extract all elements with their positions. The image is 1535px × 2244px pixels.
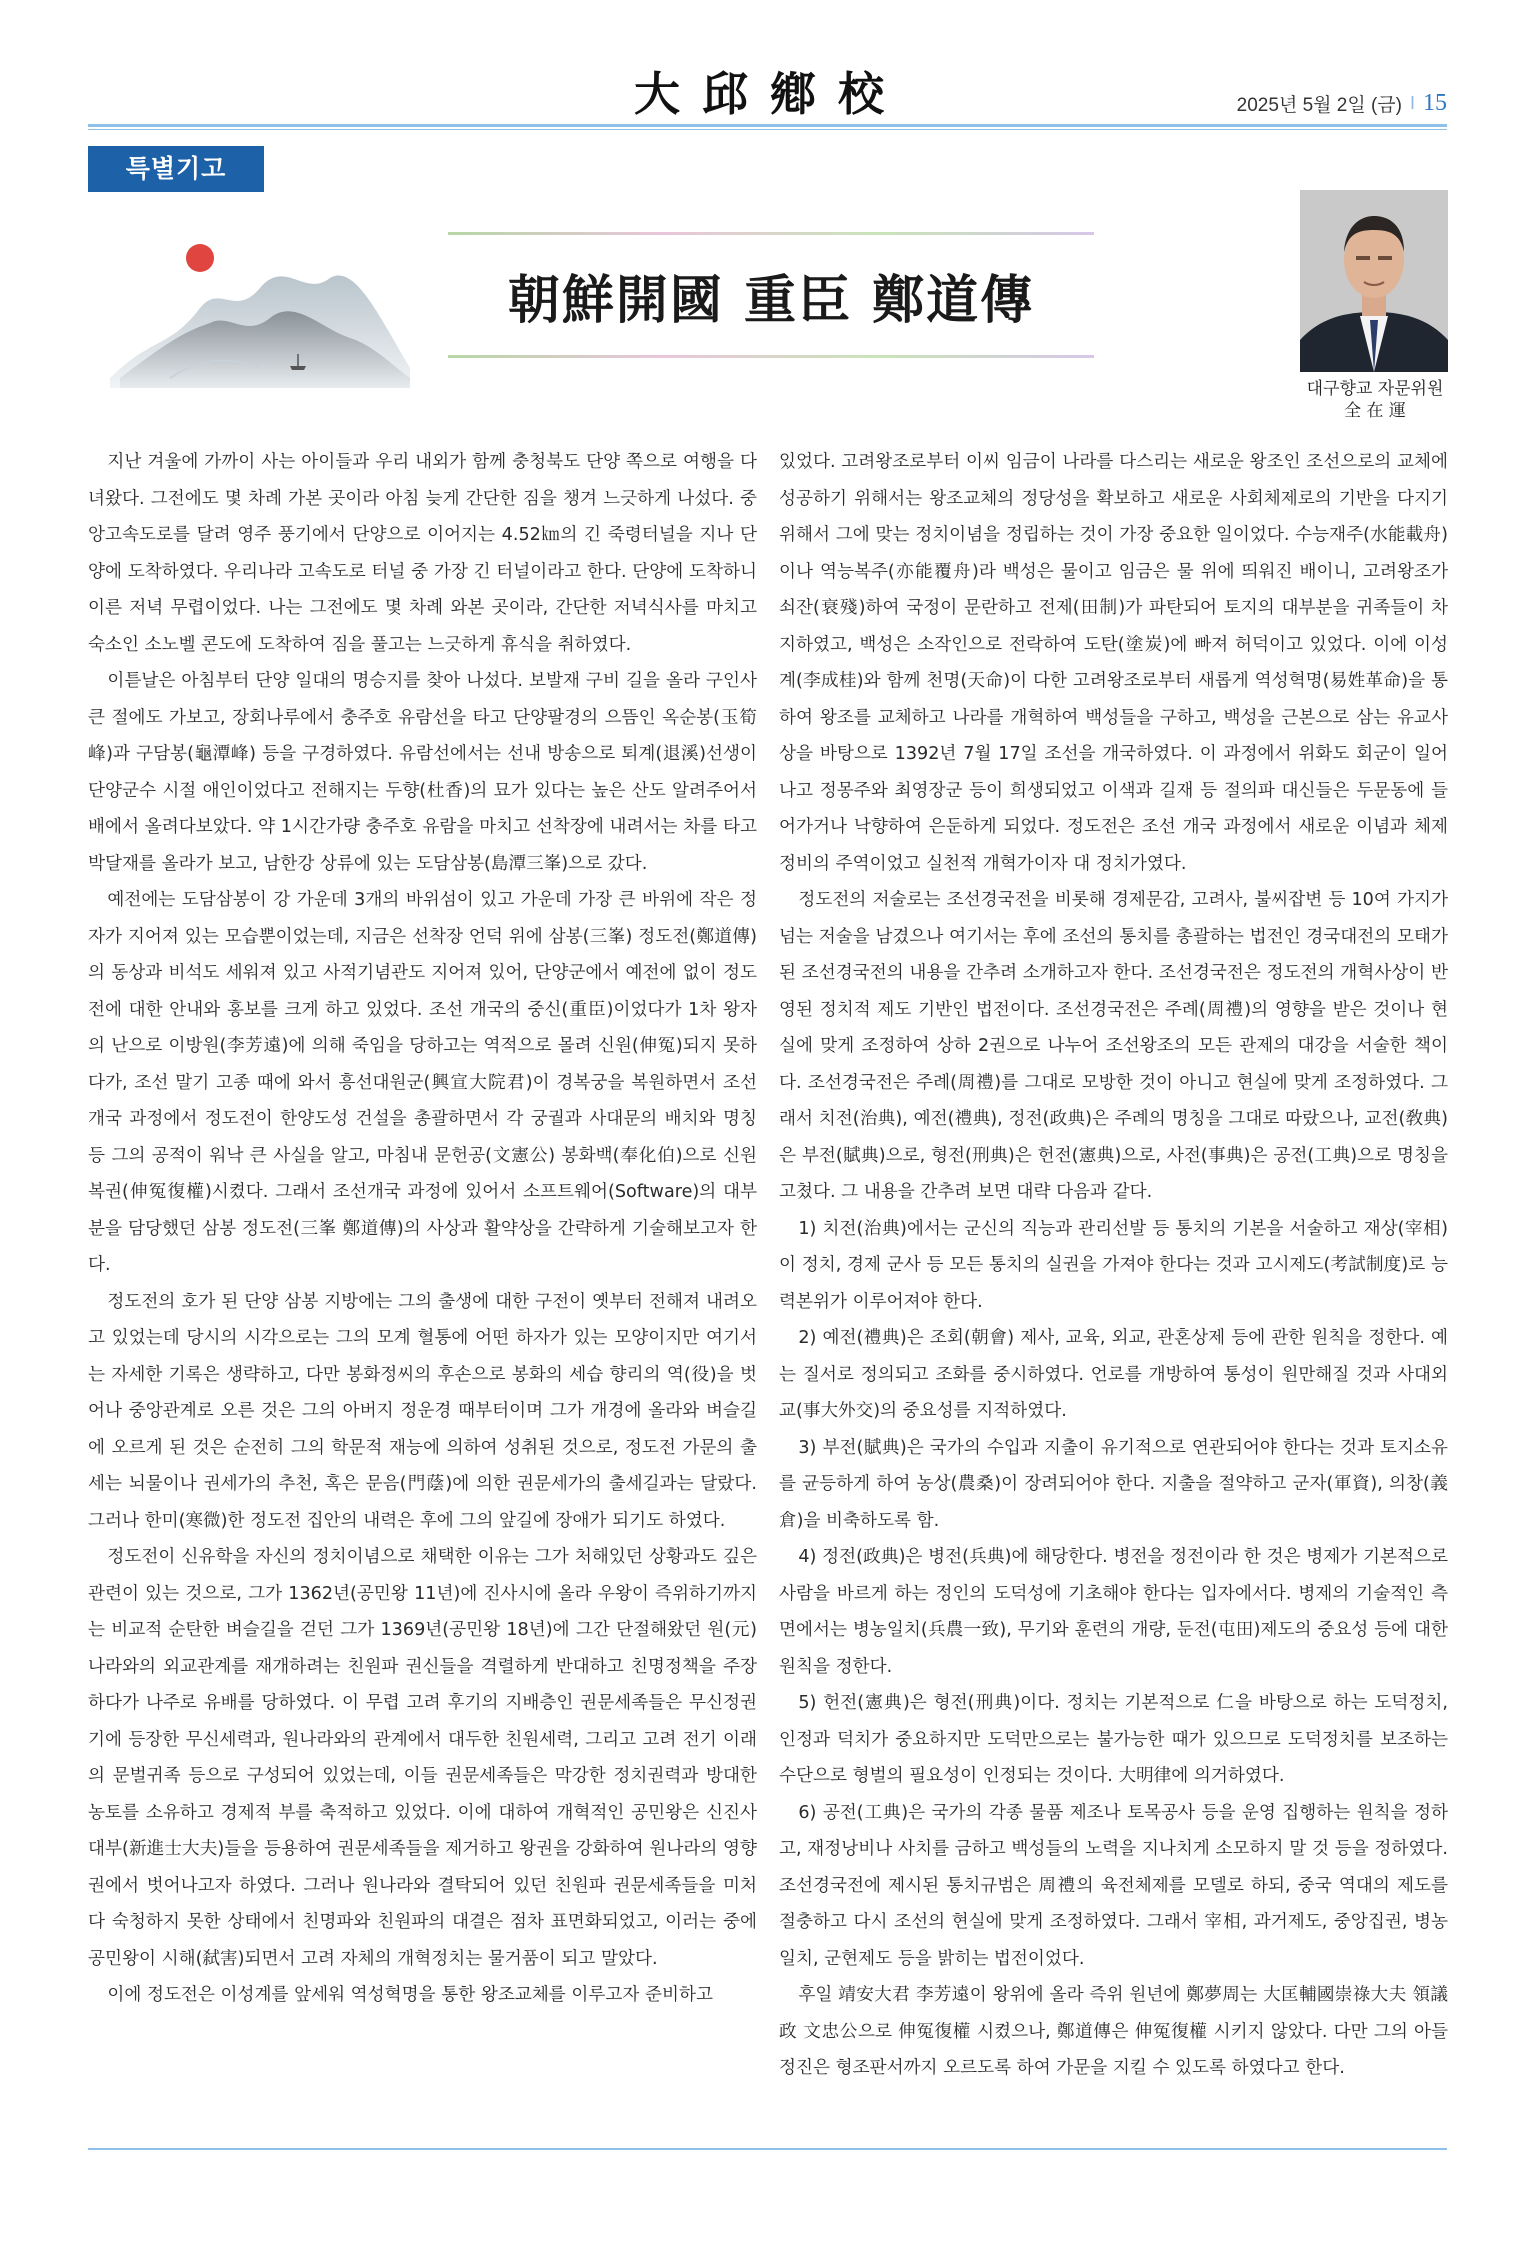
page-number: 15: [1423, 89, 1447, 116]
body-paragraph: 2) 예전(禮典)은 조회(朝會) 제사, 교육, 외교, 관혼상제 등에 관한 원칙을 정한다. 예는 질서로 정의되고 조화를 중시하였다. 언로를 개방하여 통성이 원만해질 것과 사대외교(事大外交)의 중요성를 지적하였다.: [779, 1328, 1448, 1421]
section-tag: 특별기고: [88, 146, 264, 192]
issue-date: 2025년 5월 2일 (금): [1236, 94, 1402, 116]
author-portrait: [1300, 190, 1448, 372]
issue-date-line: [1237, 88, 1447, 118]
body-paragraph: 4) 정전(政典)은 병전(兵典)에 해당한다. 병전을 정전이라 한 것은 병제가 기본적으로 사람을 바르게 하는 정인의 도덕성에 기초해야 한다는 입자에서다. 병제의 기술적인 측면에서는 병농일치(兵農一致), 무기와 훈련의 개량, 둔전(屯田)제도의 중요성 등에 대한 원칙을 정한다.: [779, 1547, 1448, 1677]
body-paragraph: 1) 치전(治典)에서는 군신의 직능과 관리선발 등 통치의 기본을 서술하고 재상(宰相)이 정치, 경제 군사 등 모든 통치의 실권을 가져야 한다는 것과 고시제도(考試制度)로 능력본위가 이루어져야 한다.: [779, 1218, 1448, 1312]
body-paragraph: 정도전의 호가 된 단양 삼봉 지방에는 그의 출생에 대한 구전이 옛부터 전해져 내려오고 있었는데 당시의 시각으로는 그의 모계 혈통에 어떤 하자가 있는 모양이지만 여기서는 자세한 기록은 생략하고, 다만 봉화정씨의 후손으로 봉화의 세습 향리의 역(役)을 벗어나 중앙관계로 오른 것은 그의 아버지 정운경 때부터이며 그가 개경에 올라와 벼슬길에 오르게 된 것은 순전히 그의 학문적 재능에 의하여 성취된 것으로, 정도전 가문의 출세는 뇌물이나 권세가의 추천, 혹은 문음(門蔭)에 의한 권문세가의 출세길과는 달랐다. 그러나 한미(寒微)한 정도전 집안의 내력은 후에 그의 앞길에 장애가 되기도 하였다.: [88, 1291, 757, 1531]
landscape-illustration: [110, 228, 410, 388]
body-paragraph: 이튿날은 아침부터 단양 일대의 명승지를 찾아 나섰다. 보발재 구비 길을 올라 구인사 큰 절에도 가보고, 장회나루에서 충주호 유람선을 타고 단양팔경의 으뜸인 옥순봉(玉筍峰)과 구담봉(龜潭峰) 등을 구경하였다. 유람선에서는 선내 방송으로 퇴계(退溪)선생이 단양군수 시절 애인이었다고 전해지는 두향(杜香)의 묘가 있다는 높은 산도 알려주어서 배에서 올려다보았다. 약 1시간가량 충주호 유람을 마치고 선착장에 내려서는 차를 타고 박달재를 올라가 보고, 남한강 상류에 있는 도담삼봉(島潭三峯)으로 갔다.: [88, 671, 757, 874]
article-body: [88, 444, 1448, 2084]
body-paragraph: 3) 부전(賦典)은 국가의 수입과 지출이 유기적으로 연관되어야 한다는 것과 토지소유를 균등하게 하여 농상(農桑)이 장려되어야 한다. 지출을 절약하고 군자(軍資), 의창(義倉)을 비축하도록 함.: [779, 1437, 1449, 1531]
page-separator: I: [1409, 92, 1415, 113]
newspaper-masthead: 大邱鄕校: [634, 67, 906, 121]
body-paragraph: 이에 정도전은 이성계를 앞세워 역성혁명을 통한 왕조교체를 이루고자 준비하고: [107, 1985, 713, 2005]
left-column: [88, 444, 757, 2084]
body-paragraph: 예전에는 도담삼봉이 강 가운데 3개의 바위섬이 있고 가운데 가장 큰 바위에 작은 정자가 지어져 있는 모습뿐이었는데, 지금은 선착장 언덕 위에 삼봉(三峯) 정도전(鄭道傳)의 동상과 비석도 세워져 있고 사적기념관도 지어져 있어, 단양군에서 예전에 없이 정도전에 대한 안내와 홍보를 크게 하고 있었다. 조선 개국의 중신(重臣)이었다가 1차 왕자의 난으로 이방원(李芳遠)에 의해 죽임을 당하고는 역적으로 몰려 신원(伸冤)되지 못하다가, 조선 말기 고종 때에 와서 흥선대원군(興宣大院君)이 경복궁을 복원하면서 조선 개국 과정에서 정도전이 한양도성 건설을 총괄하면서 각 궁궐과 사대문의 배치와 명칭 등 그의 공적이 워낙 큰 사실을 알고, 마침내 문헌공(文憲公) 봉화백(奉化伯)으로 신원복권(伸冤復權)시켰다. 그래서 조선개국 과정에 있어서 소프트웨어(Software)의 대부분을 담당했던 삼봉 정도전(三峯 鄭道傳)의 사상과 활약상을 간략하게 기술해보고자 한다.: [88, 890, 757, 1275]
article-title-box: [448, 232, 1094, 358]
portrait-illustration: [1300, 190, 1448, 372]
body-paragraph: 있었다. 고려왕조로부터 이씨 임금이 나라를 다스리는 새로운 왕조인 조선으로의 교체에 성공하기 위해서는 왕조교체의 정당성을 확보하고 새로운 사회체제로의 기반을 다지기 위해서 그에 맞는 정치이념을 정립하는 것이 가장 중요한 일이었다. 수능재주(水能載舟)이나 역능복주(亦能覆舟)라 백성은 물이고 임금은 물 위에 띄워진 배이니, 고려왕조가 쇠잔(衰殘)하여 국정이 문란하고 전제(田制)가 파탄되어 토지의 대부분을 귀족들이 차지하였고, 백성은 소작인으로 전락하여 도탄(塗炭)에 빠져 허덕이고 있었다. 이에 이성계(李成桂)와 함께 천명(天命)이 다한 고려왕조로부터 새롭게 역성혁명(易姓革命)을 통하여 왕조를 교체하고 나라를 개혁하여 백성들을 구하고, 백성을 근본으로 삼는 유교사상을 바탕으로 1392년 7월 17일 조선을 개국하였다. 이 과정에서 위화도 회군이 일어나고 정몽주와 최영장군 등이 희생되었고 이색과 길재 등 절의파 대신들은 두문동에 들어가거나 낙향하여 은둔하게 되었다. 정도전은 조선 개국 과정에서 새로운 이념과 체제 정비의 주역이었고 실천적 개혁가이자 대 정치가였다.: [779, 452, 1448, 874]
body-paragraph: 정도전이 신유학을 자신의 정치이념으로 채택한 이유는 그가 처해있던 상황과도 깊은 관련이 있는 것으로, 그가 1362년(공민왕 11년)에 진사시에 올라 우왕이 즉위하기까지는 비교적 순탄한 벼슬길을 걷던 그가 1369년(공민왕 18년)에 그간 단절해왔던 원(元)나라와의 외교관계를 재개하려는 친원파 권신들을 격렬하게 반대하고 친명정책을 주장하다가 나주로 유배를 당하였다. 이 무렵 고려 후기의 지배층인 권문세족들은 무신정권기에 등장한 무신세력과, 원나라와의 관계에서 대두한 친원세력, 그리고 고려 전기 이래의 문벌귀족 등으로 구성되어 있었는데, 이들 권문세족들은 막강한 정치권력과 방대한 농토를 소유하고 경제적 부를 축적하고 있었다. 이에 대하여 개혁적인 공민왕은 신진사대부(新進士大夫)들을 등용하여 권문세족들을 제거하고 왕권을 강화하여 원나라의 영향권에서 벗어나고자 하였다. 그러나 원나라와 결탁되어 있던 친원파 권문세족들을 미처 다 숙청하지 못한 상태에서 친명파와 친원파의 대결은 점차 표면화되었고, 이러는 중에 공민왕이 시해(弑害)되면서 고려 자체의 개혁정치는 물거품이 되고 말았다.: [88, 1547, 757, 1969]
article-title: 朝鮮開國 重臣 鄭道傳: [507, 269, 1035, 331]
author-byline: [1280, 378, 1470, 422]
footer-rule: [88, 2148, 1447, 2150]
body-paragraph: 6) 공전(工典)은 국가의 각종 물품 제조나 토목공사 등을 운영 집행하는 원칙을 정하고, 재정낭비나 사치를 금하고 백성들의 노력을 지나치게 소모하지 말 것 등을 정하였다. 조선경국전에 제시된 통치규범은 周禮의 육전체제를 모델로 하되, 중국 역대의 제도를 절충하고 다시 조선의 현실에 맞게 조정하였다. 그래서 宰相, 과거제도, 중앙집권, 병농일치, 군현제도 등을 밝히는 법전이었다.: [779, 1802, 1448, 1969]
right-column: [779, 444, 1448, 2084]
author-name: 全 在 運: [1344, 401, 1406, 421]
header-rule-thin: [88, 129, 1447, 130]
body-paragraph: 정도전의 저술로는 조선경국전을 비롯해 경제문감, 고려사, 불씨잡변 등 10여 가지가 넘는 저술을 남겼으나 여기서는 후에 조선의 통치를 총괄하는 법전인 경국대전의 모태가 된 조선경국전의 내용을 간추려 소개하고자 한다. 조선경국전은 정도전의 개혁사상이 반영된 정치적 제도 기반인 법전이다. 조선경국전은 주례(周禮)의 영향을 받은 것이나 현실에 맞게 조정하여 상하 2권으로 나누어 조선왕조의 모든 관제의 대강을 서술한 책이다. 조선경국전은 주례(周禮)를 그대로 모방한 것이 아니고 현실에 맞게 조정하였다. 그래서 치전(治典), 예전(禮典), 정전(政典)은 주례의 명칭을 그대로 따랐으나, 교전(敎典)은 부전(賦典)으로, 형전(刑典)은 헌전(憲典)으로, 사전(事典)은 공전(工典)으로 명칭을 고쳤다. 그 내용을 간추려 보면 대략 다음과 같다.: [779, 890, 1448, 1202]
author-role: 대구향교 자문위원: [1306, 379, 1444, 399]
header-rule: [88, 124, 1447, 127]
body-paragraph: 후일 靖安大君 李芳遠이 왕위에 올라 즉위 원년에 鄭夢周는 大匡輔國崇祿大夫 領議政 文忠公으로 伸冤復權 시켰으나, 鄭道傳은 伸冤復權 시키지 않았다. 다만 그의 아들 정진은 형조판서까지 오르도록 하여 가문을 지킬 수 있도록 하였다고 한다.: [779, 1985, 1448, 2078]
body-paragraph: 5) 헌전(憲典)은 형전(刑典)이다. 정치는 기본적으로 仁을 바탕으로 하는 도덕정치, 인정과 덕치가 중요하지만 도덕만으로는 불가능한 때가 있으므로 도덕정치를 보조하는 수단으로 형벌의 필요성이 인정되는 것이다. 大明律에 의거하였다.: [779, 1693, 1448, 1786]
body-paragraph: 지난 겨울에 가까이 사는 아이들과 우리 내외가 함께 충청북도 단양 쪽으로 여행을 다녀왔다. 그전에도 몇 차례 가본 곳이라 아침 늦게 간단한 짐을 챙겨 느긋하게 나섰다. 중앙고속도로를 달려 영주 풍기에서 단양으로 이어지는 4.52㎞의 긴 죽령터널을 지나 단양에 도착하였다. 우리나라 고속도로 터널 중 가장 긴 터널이라고 한다. 단양에 도착하니 이른 저녁 무렵이었다. 나는 그전에도 몇 차례 와본 곳이라, 간단한 저녁식사를 마치고 숙소인 소노벨 콘도에 도착하여 짐을 풀고는 느긋하게 휴식을 취하였다.: [88, 452, 757, 655]
